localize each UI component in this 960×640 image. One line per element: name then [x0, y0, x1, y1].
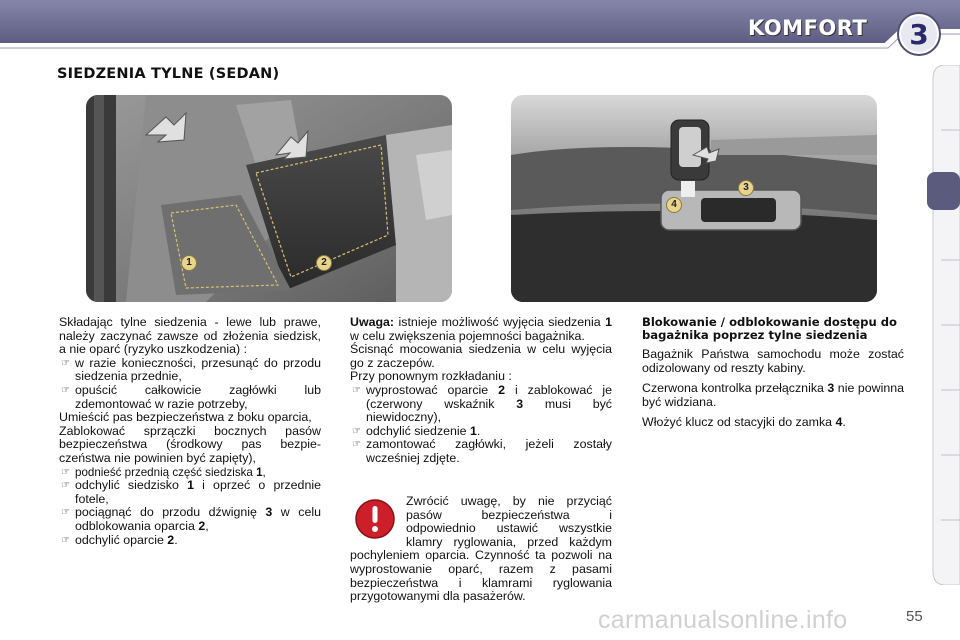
warning-paragraph: Zwrócić uwagę, by nie przyciąć pasów bezpieczeństwa i odpowiednio ustawić wszystkie klamry ryglowania, przed każdym pochyleniem oparcia. Czynność ta pozwoli na wyprostowanie oparć, razem z pasami bezpieczeństwa i klamrami ryglowania przygotowanymi dla pasażerów.: [350, 494, 612, 604]
refold-heading: Przy ponownym rozkładaniu :: [350, 369, 512, 384]
list-item: ☞ odchylić siedzenie 1.: [352, 423, 481, 438]
belts-paragraph: Zablokować sprzączki bocznych pasów bezpieczeństwa (środkowy pas bezpie-czeństwa nie powinien być zapięty),: [59, 423, 321, 465]
list-item: ☞ w razie konieczności, przesunąć do przodu siedzenia przednie,: [61, 355, 321, 384]
rear-seat-photo: [86, 95, 452, 302]
callout-1: 1: [181, 255, 197, 271]
hand-pointer-icon: ☞: [61, 384, 70, 396]
header-band: [0, 0, 960, 50]
page-number: 55: [906, 608, 923, 625]
key-paragraph: Włożyć klucz od stacyjki do zamka 4.: [642, 415, 846, 430]
list-item: ☞ odchylić siedzisko 1 i oprzeć o przednie fotele,: [61, 478, 321, 506]
intro-paragraph: Składając tylne siedzenia - lewe lub prawe, należy zaczynać zawsze od złożenia siedzisk, a nie oparć (ryzyko uszkodzenia) :: [59, 315, 321, 357]
column-right: [642, 316, 904, 430]
indicator-paragraph: Czerwona kontrolka przełącznika 3 nie powinna być widziana.: [642, 381, 904, 409]
chapter-number: 3: [909, 17, 929, 51]
list-item: ☞ odchylić oparcie 2.: [61, 532, 178, 547]
hand-pointer-icon: ☞: [352, 425, 361, 437]
hand-pointer-icon: ☞: [61, 466, 70, 478]
column-left: [59, 316, 321, 547]
callout-3: 3: [738, 180, 754, 196]
trunk-access-heading: Blokowanie / odblokowanie dostępu do bagażnika poprzez tylne siedzenia: [642, 315, 898, 342]
list-item: ☞ pociągnąć do przodu dźwignię 3 w celu odblokowania oparcia 2,: [61, 505, 321, 533]
chapter-tabs: [925, 65, 960, 585]
hand-pointer-icon: ☞: [61, 534, 70, 546]
note-paragraph: Uwaga: istnieje możliwość wyjęcia siedzenia 1 w celu zwiększenia pojemności bagażnika.: [350, 315, 612, 343]
trunk-lock-illustration: [511, 95, 877, 302]
hand-pointer-icon: ☞: [352, 384, 361, 396]
hand-pointer-icon: ☞: [61, 480, 70, 492]
chapter-title: KOMFORT: [748, 16, 868, 40]
list-item: ☞ wyprostować oparcie 2 i zablokować je (czerwony wskaźnik 3 musi być niewidoczny),: [352, 382, 613, 425]
hand-pointer-icon: ☞: [61, 507, 70, 519]
hand-pointer-icon: ☞: [61, 357, 70, 369]
watermark: carmanualsonline.info: [598, 606, 848, 634]
hand-pointer-icon: ☞: [352, 439, 361, 451]
list-item: ☞ zamontować zagłówki, jeżeli zostały wcześniej zdjęte.: [352, 437, 612, 465]
list-item: ☞ opuścić całkowicie zagłówki lub zdemontować w razie potrzeby,: [61, 382, 321, 411]
trunk-isolation-paragraph: Bagażnik Państwa samochodu może zostać odizolowany od reszty kabiny.: [642, 347, 904, 375]
callout-2: 2: [316, 255, 332, 271]
trunk-lock-photo: [511, 95, 877, 302]
removal-paragraph: Ścisnąć mocowania siedzenia w celu wyjęcia go z zaczepów.: [350, 342, 612, 370]
safety-paragraph: Umieścić pas bezpieczeństwa z boku oparcia,: [59, 410, 312, 425]
column-middle: [350, 316, 612, 466]
list-item: ☞ podnieść przednią część siedziska 1,: [61, 465, 266, 479]
callout-4: 4: [666, 197, 682, 213]
section-title: SIEDZENIA TYLNE (SEDAN): [57, 66, 280, 82]
rear-seat-illustration: [86, 95, 452, 302]
